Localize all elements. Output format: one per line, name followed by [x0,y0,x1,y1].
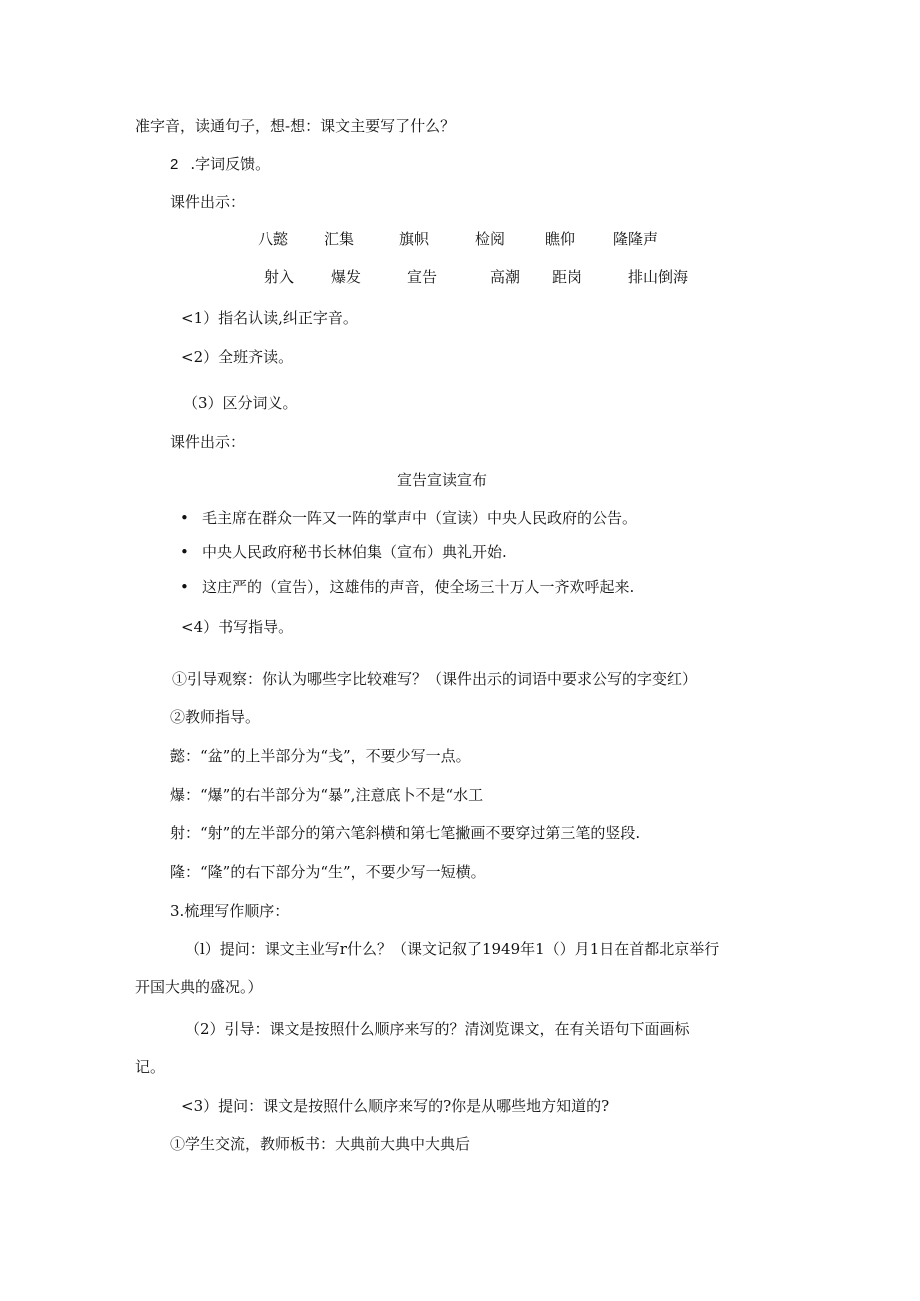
paragraph-line: <3）提问：课文是按照什么顺序来写的?你是从哪些地方知道的? [181,1097,610,1115]
paragraph-line: 隆：“隆”的右下部分为“生”，不要少写一短横。 [170,863,486,881]
vocab-word: 汇集 [324,230,355,248]
vocab-word: 高潮 [490,268,521,286]
paragraph-line: 准字音，读通句子，想-想：课文主要写了什么？ [135,117,456,135]
paragraph-line: 爆：“爆”的右半部分为“暴”,注意底卜不是“水工 [170,786,484,804]
bullet-dot: • [180,509,189,527]
bullet-sentence [180,577,634,597]
vocab-word: 检阅 [475,230,506,248]
bullet-sentence [180,542,507,562]
paragraph-line: （2）引导：课文是按照什么顺序来写的？清浏览课文，在有关语句下面画标 [185,1020,690,1038]
paragraph-line: ①引导观察：你认为哪些字比较难写？（课件出示的词语中要求公写的字变红） [172,670,698,688]
paragraph-line: （3）区分词义。 [183,394,298,412]
paragraph-line: <2）全班齐读。 [181,348,294,366]
sentence-text: 中央人民政府秘书长林伯集（宣布）典礼开始. [202,543,507,561]
bullet-dot: • [180,543,189,561]
vocab-word: 距岗 [552,268,583,286]
paragraph-line: 开国大典的盛况。） [135,978,263,996]
sentence-text: 毛主席在群众一阵又一阵的掌声中（宣读）中央人民政府的公告。 [202,509,638,527]
paragraph-line: ②教师指导。 [170,708,261,726]
bullet-sentence [180,508,637,528]
bullet-dot: • [180,578,189,596]
paragraph-line: （l）提问：课文主业写r什么？（课文记叙了1949年1（）月1日在首都北京举行 [185,940,720,958]
vocab-word: 瞧仰 [545,230,576,248]
sentence-text: 这庄严的（宣告），这雄伟的声音，使全场三十万人一齐欢呼起来. [202,578,635,596]
section-heading [170,154,270,175]
paragraph-line: 记。 [135,1058,166,1076]
centered-title: 宣告宣读宣布 [397,471,488,489]
vocab-word: 射入 [264,268,295,286]
vocab-word: 八懿 [258,230,289,248]
vocab-word: 宣告 [407,268,438,286]
paragraph-line: ①学生交流，教师板书：大典前大典中大典后 [170,1135,471,1153]
courseware-label: 课件出示： [170,193,246,211]
paragraph-line: 射：“射”的左半部分的第六笔斜横和第七笔撇画不要穿过第三笔的竖段. [170,824,641,842]
section-title: .字词反馈。 [190,155,271,173]
section-heading: 3.梳理写作顺序： [170,902,290,920]
vocab-word: 旗帜 [399,230,430,248]
paragraph-line: 懿：“盆”的上半部分为“戋”，不要少写一点。 [170,747,471,765]
section-number: 2 [170,156,179,173]
paragraph-line: <4）书写指导。 [181,618,294,636]
vocab-word: 爆发 [331,268,362,286]
vocab-word: 隆隆声 [613,230,659,248]
paragraph-line: <1）指名认读,纠正字音。 [181,309,358,327]
courseware-label: 课件出示： [170,433,246,451]
vocab-word: 排山倒海 [628,268,689,286]
